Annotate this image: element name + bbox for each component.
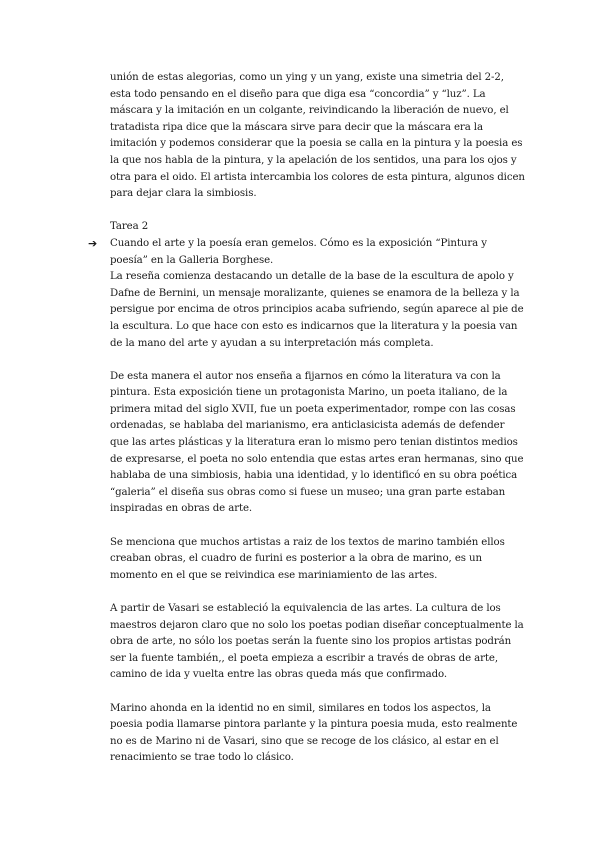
paragraph-spacer <box>110 203 525 220</box>
paragraph-2: De esta manera el autor nos enseña a fijarnos en cómo la literatura va con la pintura. Esta exposición tiene un protagonista Marino, un poeta italiano, de la primera mitad del siglo XVII, fue un poeta experimentador, rompe con las cosas ordenadas, se hablaba del marianismo, era anticlasicista además de defender que las artes plásticas y la literatura eran lo mismo pero tenian distintos medios de expresarse, el poeta no solo entendia que estas artes eran hermanas, sino que hablaba de una simbiosis, habia una identidad, y lo identificó en su obra poética “galeria” el diseña sus obras como si fuese un museo; una gran parte estaban inspiradas en obras de arte. <box>110 370 524 515</box>
paragraph-4: A partir de Vasari se estableció la equivalencia de las artes. La cultura de los maestros dejaron claro que no solo los poetas podian diseñar conceptualmente la obra de arte, no sólo los poetas serán la fuente sino los propios artistas podrán ser la fuente también,, el poeta empieza a escribir a través de obras de arte, camino de ida y vuelta entre las obras queda más que confirmado. <box>110 603 524 681</box>
intro-paragraph: unión de estas alegorias, como un ying y un yang, existe una simetria del 2-2, esta todo pensando en el diseño para que diga esa “concordia” y “luz”. La máscara y la imitación en un colgante, reivindicando la liberación de nuevo, el tratadista ripa dice que la máscara sirve para decir que la máscara era la imitación y podemos considerar que la poesia se calla en la pintura y la poesia es la que nos habla de la pintura, y la apelación de los sentidos, una para los ojos y otra para el oido. El artista intercambia los colores de esta pintura, algunos dicen para dejar clara la simbiosis. <box>110 72 525 200</box>
paragraph-3: Se menciona que muchos artistas a raiz de los textos de marino también ellos creaban obras, el cuadro de furini es posterior a la obra de marino, es un momento en el que se reivindica ese mariniamiento de las artes. <box>110 536 505 581</box>
paragraph-spacer <box>110 584 525 601</box>
paragraph-spacer <box>110 352 525 369</box>
paragraph-spacer <box>110 518 525 535</box>
document-page <box>88 70 525 767</box>
paragraph-5: Marino ahonda en la identid no en simil, similares en todos los aspectos, la poesia podia llamarse pintora parlante y la pintura poesia muda, esto realmente no es de Marino ni de Vasari, sino que se recoge de los clásico, al estar en el renacimiento se trae todo lo clásico. <box>110 702 518 764</box>
paragraph-1: La reseña comienza destacando un detalle de la base de la escultura de apolo y Dafne de Bernini, un mensaje moralizante, quienes se enamora de la belleza y la persigue por encima de otros principios acaba sufriendo, según aparece al pie de la escultura. Lo que hace con esto es indicarnos que la literatura y la poesia van de la mano del arte y ayudan a su interpretación más completa. <box>110 271 524 349</box>
arrow-bullet-icon: ➔ <box>88 236 98 250</box>
bullet-item <box>88 236 525 269</box>
task-heading: Tarea 2 <box>110 221 149 233</box>
bullet-title: Cuando el arte y la poesía eran gemelos. Cómo es la exposición “Pintura y poesía” en la Galleria Borghese. <box>110 237 487 266</box>
paragraph-spacer <box>110 684 525 701</box>
